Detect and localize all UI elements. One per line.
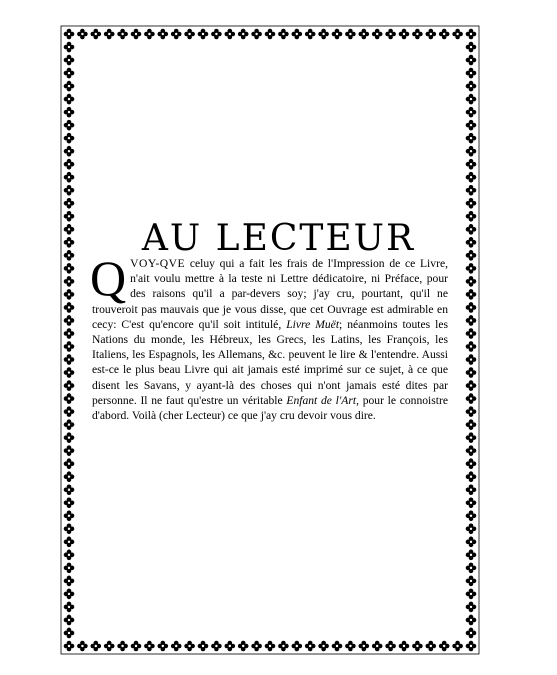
fleuron-ornament-icon [64,550,75,561]
fleuron-ornament-icon [412,641,423,652]
fleuron-ornament-icon [64,367,75,378]
fleuron-ornament-icon [91,641,102,652]
fleuron-ornament-icon [64,432,75,443]
fleuron-ornament-icon [452,641,463,652]
fleuron-ornament-icon [466,367,477,378]
fleuron-ornament-icon [64,380,75,391]
fleuron-ornament-icon [64,55,75,66]
fleuron-ornament-icon [251,641,262,652]
fleuron-ornament-icon [466,185,477,196]
fleuron-ornament-icon [171,641,182,652]
fleuron-ornament-icon [372,29,383,40]
fleuron-ornament-icon [131,29,142,40]
fleuron-ornament-icon [64,484,75,495]
fleuron-ornament-icon [64,576,75,587]
fleuron-ornament-icon [466,198,477,209]
text-segment-2: ; néanmoins toutes les Nations du monde, les Hébreux, les Grecs, les Latins, les François, les Italiens, les Espagnols, les Allemans, &c. peuvent le lire & l'entendre. Aussi est-ce le plus beau Livre qui ait jamais esté imprimé sur ce sujet, à ce que disent les Savans, y ayant-là des choses qui n'ont jamais esté dites par personne. Il ne faut qu'estre un véritable [92,317,448,407]
fleuron-ornament-icon [184,29,195,40]
fleuron-ornament-icon [77,641,88,652]
fleuron-ornament-icon [466,445,477,456]
fleuron-ornament-icon [64,185,75,196]
fleuron-ornament-icon [466,589,477,600]
fleuron-ornament-icon [64,315,75,326]
italic-enfant-de-lart: Enfant de l'Art [286,393,357,407]
fleuron-ornament-icon [144,641,155,652]
fleuron-ornament-icon [184,641,195,652]
fleuron-ornament-icon [452,29,463,40]
fleuron-ornament-icon [64,42,75,53]
fleuron-ornament-icon [64,393,75,404]
fleuron-ornament-icon [117,29,128,40]
fleuron-ornament-icon [211,641,222,652]
fleuron-ornament-icon [158,641,169,652]
fleuron-ornament-icon [64,615,75,626]
fleuron-ornament-icon [466,55,477,66]
fleuron-ornament-icon [292,641,303,652]
fleuron-ornament-icon [466,419,477,430]
fleuron-ornament-icon [305,29,316,40]
fleuron-ornament-icon [278,29,289,40]
fleuron-ornament-icon [466,497,477,508]
fleuron-ornament-icon [158,29,169,40]
fleuron-ornament-icon [466,302,477,313]
fleuron-ornament-icon [64,445,75,456]
text-segment-3: , pour le connoistre d'abord. Voilà (cher Lecteur) ce que j'ay cru devoir vous dire. [92,393,449,423]
fleuron-ornament-icon [466,276,477,287]
fleuron-ornament-icon [238,641,249,652]
fleuron-ornament-icon [466,328,477,339]
fleuron-ornament-icon [64,159,75,170]
fleuron-ornament-icon [466,458,477,469]
fleuron-ornament-icon [466,120,477,131]
fleuron-ornament-icon [466,550,477,561]
fleuron-ornament-icon [466,172,477,183]
fleuron-ornament-icon [466,133,477,144]
fleuron-ornament-icon [466,628,477,639]
fleuron-ornament-icon [64,198,75,209]
fleuron-ornament-icon [412,29,423,40]
fleuron-ornament-icon [64,589,75,600]
fleuron-ornament-icon [64,341,75,352]
fleuron-ornament-icon [466,563,477,574]
fleuron-ornament-icon [64,172,75,183]
text-segment-1: celuy qui a fait les frais de l'Impression de ce Livre, n'ait voulu mettre à la teste ni Lettre dédicatoire, ni Préface, pour des raisons qu'il a par-devers soy; j'ay cru, pourtant, qu'il ne trouveroit pas mauvais que je vous disse, que cet Ouvrage est admirable en cecy: C'est qu'encore qu'il soit intitulé, [92,257,448,331]
fleuron-ornament-icon [211,29,222,40]
fleuron-ornament-icon [64,94,75,105]
fleuron-ornament-icon [359,641,370,652]
fleuron-ornament-icon [466,68,477,79]
fleuron-ornament-icon [278,641,289,652]
fleuron-ornament-icon [64,563,75,574]
fleuron-ornament-icon [144,29,155,40]
fleuron-ornament-icon [466,615,477,626]
fleuron-ornament-icon [64,328,75,339]
fleuron-ornament-icon [171,29,182,40]
fleuron-ornament-icon [77,29,88,40]
fleuron-ornament-icon [439,641,450,652]
fleuron-ornament-icon [91,29,102,40]
fleuron-ornament-icon [399,29,410,40]
fleuron-ornament-icon [466,380,477,391]
fleuron-ornament-icon [64,524,75,535]
fleuron-ornament-icon [466,81,477,92]
fleuron-ornament-icon [466,146,477,157]
fleuron-ornament-icon [131,641,142,652]
fleuron-ornament-icon [117,641,128,652]
fleuron-ornament-icon [64,471,75,482]
fleuron-ornament-icon [64,497,75,508]
fleuron-ornament-icon [345,29,356,40]
fleuron-ornament-icon [64,133,75,144]
fleuron-ornament-icon [318,641,329,652]
fleuron-ornament-icon [64,354,75,365]
fleuron-ornament-icon [64,146,75,157]
fleuron-ornament-icon [439,29,450,40]
fleuron-ornament-icon [64,458,75,469]
fleuron-ornament-icon [318,29,329,40]
fleuron-ornament-icon [64,276,75,287]
fleuron-ornament-icon [265,29,276,40]
fleuron-ornament-icon [64,107,75,118]
fleuron-ornament-icon [265,641,276,652]
fleuron-ornament-icon [64,419,75,430]
fleuron-ornament-icon [466,393,477,404]
fleuron-ornament-icon [466,263,477,274]
fleuron-ornament-icon [466,537,477,548]
fleuron-ornament-icon [426,29,437,40]
fleuron-ornament-icon [399,641,410,652]
fleuron-ornament-icon [64,641,75,652]
fleuron-ornament-icon [104,29,115,40]
fleuron-ornament-icon [466,524,477,535]
fleuron-ornament-icon [104,641,115,652]
drop-cap: Q [90,250,127,306]
fleuron-ornament-icon [64,289,75,300]
fleuron-ornament-icon [466,94,477,105]
fleuron-ornament-icon [238,29,249,40]
opening-word: VOY-QVE [130,257,186,270]
fleuron-ornament-icon [466,289,477,300]
fleuron-ornament-icon [225,29,236,40]
fleuron-ornament-icon [466,641,477,652]
fleuron-ornament-icon [466,510,477,521]
fleuron-ornament-icon [466,42,477,53]
fleuron-ornament-icon [64,537,75,548]
fleuron-ornament-icon [466,354,477,365]
fleuron-ornament-icon [466,341,477,352]
fleuron-ornament-icon [292,29,303,40]
page-title: AU LECTEUR [141,218,416,259]
fleuron-ornament-icon [359,29,370,40]
fleuron-ornament-icon [466,315,477,326]
fleuron-ornament-icon [198,641,209,652]
fleuron-ornament-icon [466,602,477,613]
fleuron-ornament-icon [64,602,75,613]
fleuron-ornament-icon [64,81,75,92]
fleuron-ornament-icon [372,641,383,652]
fleuron-ornament-icon [64,510,75,521]
fleuron-ornament-icon [198,29,209,40]
body-text [90,250,449,423]
fleuron-ornament-icon [332,641,343,652]
fleuron-ornament-icon [466,484,477,495]
fleuron-ornament-icon [332,29,343,40]
fleuron-ornament-icon [466,159,477,170]
fleuron-ornament-icon [466,576,477,587]
fleuron-ornament-icon [64,302,75,313]
fleuron-ornament-icon [64,628,75,639]
fleuron-ornament-icon [64,406,75,417]
fleuron-ornament-icon [64,120,75,131]
fleuron-ornament-icon [385,641,396,652]
fleuron-ornament-icon [426,641,437,652]
fleuron-ornament-icon [305,641,316,652]
fleuron-ornament-icon [64,68,75,79]
fleuron-ornament-icon [64,29,75,40]
fleuron-ornament-icon [251,29,262,40]
fleuron-ornament-icon [466,29,477,40]
fleuron-ornament-icon [64,263,75,274]
fleuron-ornament-icon [466,406,477,417]
fleuron-ornament-icon [466,432,477,443]
fleuron-ornament-icon [385,29,396,40]
fleuron-ornament-icon [466,471,477,482]
italic-book-title: Livre Muët [286,317,340,331]
fleuron-ornament-icon [345,641,356,652]
fleuron-ornament-icon [466,107,477,118]
fleuron-ornament-icon [225,641,236,652]
